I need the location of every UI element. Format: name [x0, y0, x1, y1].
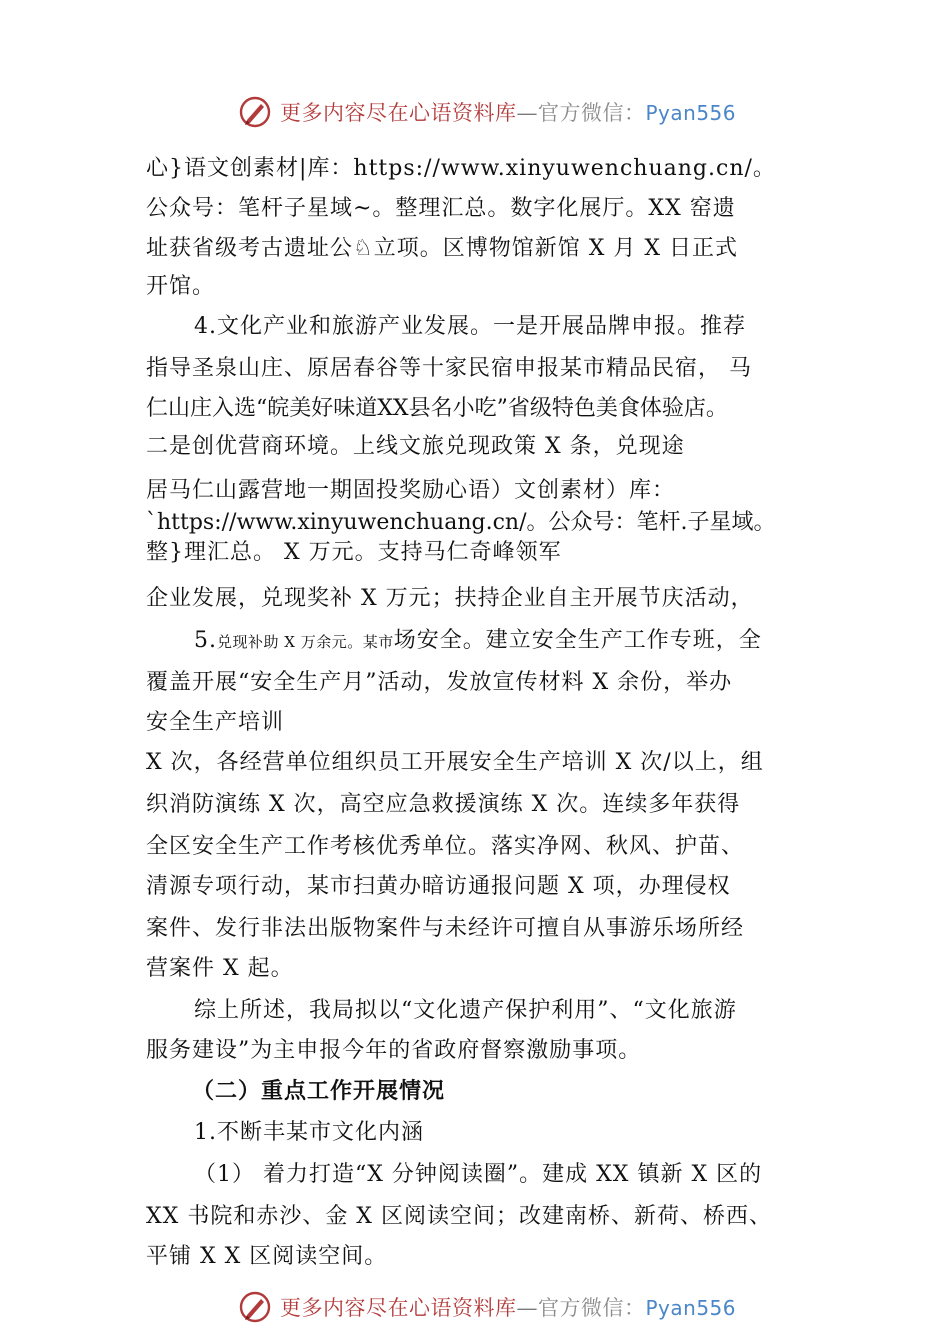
- text-line: X 次，各经营单位组织员工开展安全生产培训 X 次/以上，组: [146, 750, 764, 775]
- wechat-id: Pyan556: [645, 101, 737, 125]
- banner-dash: —: [516, 101, 538, 125]
- wechat-id: Pyan556: [645, 1296, 737, 1320]
- text-line: XX 书院和赤沙、金 X 区阅读空间；改建南桥、新荷、桥西、: [146, 1204, 772, 1229]
- banner-text: [280, 1294, 736, 1322]
- brand-text: 更多内容尽在心语资料库: [280, 1296, 517, 1320]
- text-line: 心}语文创素材|库：https://www.xinyuwenchuang.cn/。: [146, 156, 776, 181]
- text-line: 公众号：笔杆子星域~。整理汇总。数字化展厅。XX 窑遗: [146, 196, 736, 221]
- text-line: 案件、发行非法出版物案件与未经许可擅自从事游乐场所经: [146, 916, 745, 941]
- text-line: 安全生产培训: [146, 710, 285, 735]
- text-line: 覆盖开展“安全生产月”活动，发放宣传材料 X 余份，举办: [146, 670, 733, 695]
- text-line: 织消防演练 X 次，高空应急救援演练 X 次。连续多年获得: [146, 792, 741, 817]
- text-line: 营案件 X 起。: [146, 956, 294, 981]
- text-line: 4.文化产业和旅游产业发展。一是开展品牌申报。推荐: [194, 314, 746, 339]
- text-line: 二是创优营商环境。上线文旅兑现政策 X 条，兑现途: [146, 434, 685, 459]
- text-line: 综上所述，我局拟以“文化遗产保护利用”、“文化旅游: [194, 998, 737, 1023]
- text-line: 平铺 X X 区阅读空间。: [146, 1244, 388, 1269]
- text-line: 1.不断丰某市文化内涵: [194, 1120, 424, 1145]
- pen-logo-icon: [238, 95, 272, 129]
- text-line: 整}理汇总。 X 万元。支持马仁奇峰领军: [146, 540, 562, 565]
- banner-text: [280, 99, 736, 127]
- footer-banner: [0, 1288, 950, 1328]
- brand-text: 更多内容尽在心语资料库: [280, 101, 517, 125]
- text-line: 清源专项行动，某市扫黄办暗访通报问题 X 项，办理侵权: [146, 874, 731, 899]
- wechat-label: 官方微信：: [538, 1296, 646, 1320]
- text-line: 全区安全生产工作考核优秀单位。落实净网、秋风、护苗、: [146, 834, 745, 859]
- text-line: （1） 着力打造“X 分钟阅读圈”。建成 XX 镇新 X 区的: [194, 1162, 763, 1187]
- text-line: 仁山庄入选“皖美好味道XX县名小吃”省级特色美食体验店。: [146, 396, 728, 421]
- text-line: 居马仁山露营地一期固投奖励心语）文创素材）库：: [146, 478, 676, 503]
- wechat-label: 官方微信：: [538, 101, 646, 125]
- text-line: [194, 626, 762, 657]
- text-line: 指导圣泉山庄、原居春谷等十家民宿申报某市精品民宿， 马: [146, 356, 752, 381]
- list-number: 5.: [194, 628, 217, 653]
- text-line: `https://www.xinyuwenchuang.cn/。公众号：笔杆.子星域。: [146, 510, 776, 535]
- small-text: 兑现补助 X 万余元。某市: [217, 633, 394, 651]
- section-heading: （二）重点工作开展情况: [192, 1078, 446, 1104]
- text-line: 开馆。: [146, 274, 216, 299]
- header-banner: [0, 93, 950, 133]
- text-segment: 场安全。建立安全生产工作专班，全: [393, 628, 762, 653]
- text-line: 址获省级考古遗址公♘立项。区博物馆新馆 X 月 X 日正式: [146, 236, 739, 261]
- pen-logo-icon: [238, 1290, 272, 1324]
- banner-dash: —: [516, 1296, 538, 1320]
- text-line: 企业发展，兑现奖补 X 万元；扶持企业自主开展节庆活动，: [146, 586, 754, 611]
- text-line: 服务建设”为主申报今年的省政府督察激励事项。: [146, 1038, 642, 1063]
